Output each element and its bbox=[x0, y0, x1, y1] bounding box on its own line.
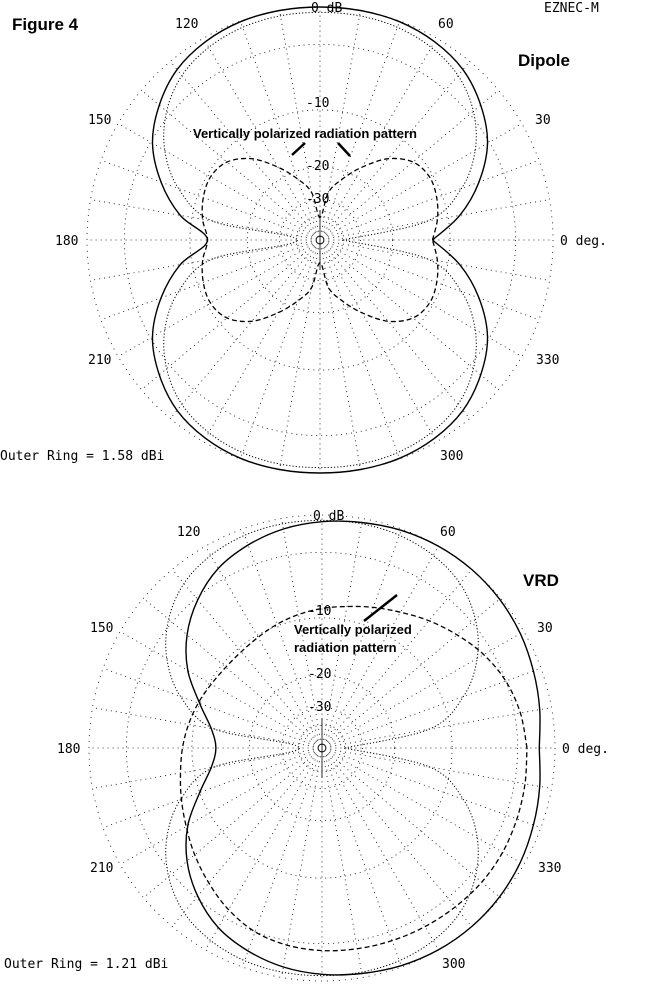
vrd-grid-spoke bbox=[323, 751, 402, 967]
vrd-grid-spoke bbox=[120, 632, 319, 747]
dipole-grid-spoke bbox=[323, 241, 539, 320]
dipole-annotation-pointer-left bbox=[292, 143, 305, 155]
dipole-angle-label-0: 0 deg. bbox=[560, 234, 607, 249]
vrd-grid-spoke bbox=[324, 751, 439, 950]
vrd-angle-label-120: 120 bbox=[177, 525, 201, 540]
vrd-angle-label-150: 150 bbox=[90, 621, 114, 636]
vrd-angle-label-60: 60 bbox=[440, 525, 456, 540]
dipole-angle-label-330: 330 bbox=[536, 353, 560, 368]
vrd-pattern-curves bbox=[166, 520, 540, 975]
vrd-annotation-line-1: Vertically polarized bbox=[294, 622, 412, 637]
vrd-angle-labels bbox=[57, 525, 609, 972]
dipole-outer-ring-label: Outer Ring = 1.58 dBi bbox=[0, 449, 165, 464]
dipole-grid-spoke bbox=[280, 243, 320, 469]
dipole-angle-label-150: 150 bbox=[88, 113, 112, 128]
vrd-series-solid bbox=[186, 521, 540, 975]
dipole-grid-spoke bbox=[323, 241, 549, 281]
vrd-angle-label-0: 0 deg. bbox=[562, 742, 609, 757]
dipole-grid-spoke bbox=[323, 242, 499, 390]
dipole-angle-labels bbox=[55, 17, 607, 464]
vrd-angle-label-30: 30 bbox=[537, 621, 553, 636]
vrd-grid-spoke bbox=[103, 668, 319, 747]
vrd-angle-label-180: 180 bbox=[57, 742, 81, 757]
dipole-angle-label-60: 60 bbox=[438, 17, 454, 32]
vrd-grid-spoke bbox=[325, 750, 524, 865]
vrd-angle-label-300: 300 bbox=[442, 957, 466, 972]
vrd-annotation-pointer bbox=[364, 595, 397, 621]
vrd-chart-title: VRD bbox=[523, 571, 559, 590]
dipole-angle-label-210: 210 bbox=[88, 353, 112, 368]
vrd-grid-spoke bbox=[325, 750, 501, 898]
dipole-grid-spoke bbox=[101, 241, 317, 320]
vrd-grid-spoke bbox=[325, 708, 551, 748]
dipole-annotation: Vertically polarized radiation pattern bbox=[193, 126, 417, 141]
vrd-polar-chart bbox=[4, 509, 609, 981]
figure-label: Figure 4 bbox=[12, 15, 79, 34]
dipole-ring-label: -10 bbox=[306, 96, 330, 111]
dipole-angle-label-300: 300 bbox=[440, 449, 464, 464]
dipole-annotation-pointer-right bbox=[338, 143, 350, 156]
vrd-angle-label-210: 210 bbox=[90, 861, 114, 876]
dipole-ring-label: 0 dB bbox=[311, 1, 343, 16]
dipole-grid-spoke bbox=[204, 243, 319, 442]
vrd-ring-label: -10 bbox=[308, 604, 332, 619]
vrd-grid-spoke bbox=[103, 749, 319, 828]
dipole-angle-label-120: 120 bbox=[175, 17, 199, 32]
dipole-grid-spoke bbox=[170, 62, 318, 238]
vrd-grid-spoke bbox=[325, 749, 541, 828]
vrd-grid-spoke bbox=[120, 750, 319, 865]
dipole-grid-spoke bbox=[118, 242, 317, 357]
vrd-polar-grid bbox=[89, 515, 555, 981]
dipole-polar-chart bbox=[0, 1, 607, 473]
vrd-ring-label: -30 bbox=[308, 700, 332, 715]
vrd-grid-spoke bbox=[93, 749, 319, 789]
dipole-grid-spoke bbox=[322, 243, 470, 419]
dipole-grid-spoke bbox=[322, 243, 437, 442]
vrd-ring-labels bbox=[308, 509, 344, 715]
vrd-ring-label: 0 dB bbox=[313, 509, 345, 524]
vrd-grid-spoke bbox=[206, 751, 321, 950]
vrd-grid-spoke bbox=[324, 570, 472, 746]
dipole-angle-label-180: 180 bbox=[55, 234, 79, 249]
vrd-grid-spoke bbox=[172, 751, 320, 927]
dipole-grid-spoke bbox=[323, 90, 499, 238]
dipole-grid-spoke bbox=[101, 160, 317, 239]
dipole-grid-spoke bbox=[323, 200, 549, 240]
vrd-series-dashed bbox=[180, 606, 527, 950]
vrd-grid-spoke bbox=[324, 751, 472, 927]
vrd-grid-spoke bbox=[325, 598, 501, 746]
dipole-ring-label: -30 bbox=[306, 192, 330, 207]
vrd-ring-label: -20 bbox=[308, 667, 332, 682]
vrd-angle-label-330: 330 bbox=[538, 861, 562, 876]
dipole-grid-spoke bbox=[321, 243, 400, 459]
dipole-grid-spoke bbox=[170, 243, 318, 419]
vrd-grid-spoke bbox=[282, 751, 322, 977]
dipole-grid-spoke bbox=[323, 242, 522, 357]
software-label: EZNEC-M bbox=[544, 1, 599, 16]
vrd-annotation-line-2: radiation pattern bbox=[294, 640, 397, 655]
dipole-ring-label: -20 bbox=[306, 159, 330, 174]
vrd-grid-spoke bbox=[172, 570, 320, 746]
dipole-chart-title: Dipole bbox=[518, 51, 570, 70]
dipole-angle-label-30: 30 bbox=[535, 113, 551, 128]
vrd-outer-ring-label: Outer Ring = 1.21 dBi bbox=[4, 957, 169, 972]
dipole-ring-labels bbox=[306, 1, 342, 207]
dipole-polar-grid bbox=[87, 7, 553, 473]
vrd-grid-spoke bbox=[325, 749, 551, 789]
dipole-grid-spoke bbox=[142, 90, 318, 238]
vrd-grid-spoke bbox=[144, 598, 320, 746]
